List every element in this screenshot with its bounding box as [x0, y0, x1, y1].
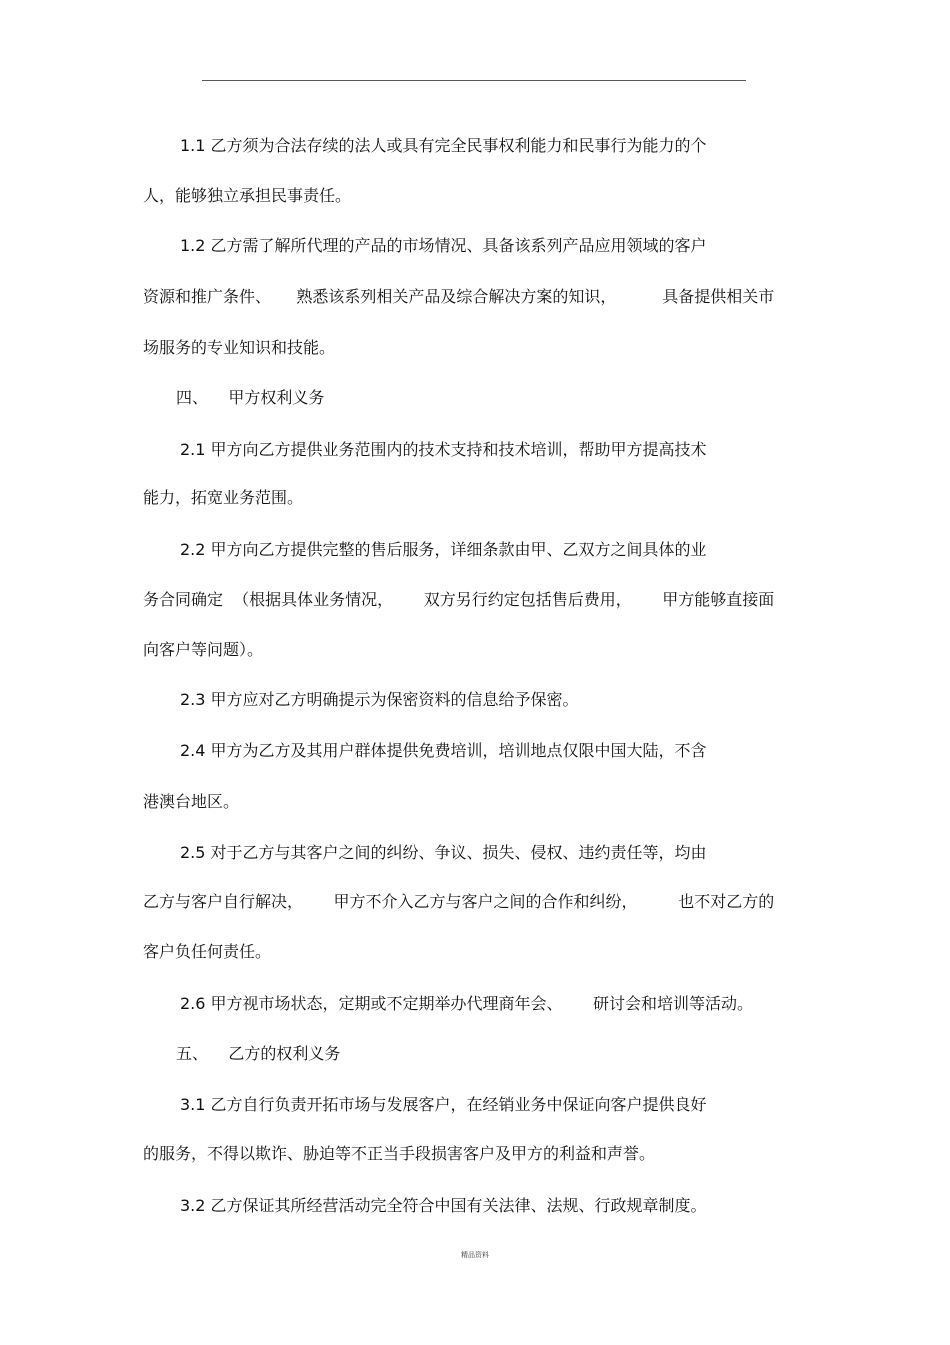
clause-2-1-line-1: 2.1 甲方向乙方提供业务范围内的技术支持和技术培训，帮助甲方提高技术	[180, 440, 707, 459]
clause-3-2-line-1: 3.2 乙方保证其所经营活动完全符合中国有关法律、法规、行政规章制度。	[180, 1196, 707, 1215]
clause-2-2-line-1: 2.2 甲方向乙方提供完整的售后服务，详细条款由甲、乙双方之间具体的业	[180, 540, 707, 559]
clause-2-3-line-1: 2.3 甲方应对乙方明确提示为保密资料的信息给予保密。	[180, 690, 579, 709]
clause-2-2-line-2: 务合同确定 （根据具体业务情况， 双方另行约定包括售后费用， 甲方能够直接面	[143, 590, 775, 609]
clause-1-2-line-3: 场服务的专业知识和技能。	[143, 338, 336, 357]
clause-2-2-line-3: 向客户等问题）。	[143, 640, 264, 659]
clause-2-4-line-1: 2.4 甲方为乙方及其用户群体提供免费培训，培训地点仅限中国大陆，不含	[180, 741, 707, 760]
clause-2-5-line-2: 乙方与客户自行解决， 甲方不介入乙方与客户之间的合作和纠纷， 也不对乙方的	[143, 892, 775, 911]
clause-2-5-line-3: 客户负任何责任。	[143, 942, 272, 961]
clause-2-4-line-2: 港澳台地区。	[143, 792, 240, 811]
footer-label: 精品资料	[461, 1251, 489, 1259]
clause-1-1-line-2: 人，能够独立承担民事责任。	[143, 186, 352, 205]
section-5-heading: 五、 乙方的权利义务	[176, 1044, 341, 1063]
clause-1-2-line-2: 资源和推广条件、 熟悉该系列相关产品及综合解决方案的知识， 具备提供相关市	[143, 287, 775, 306]
section-4-heading: 四、 甲方权利义务	[176, 388, 325, 407]
clause-2-6-line-1: 2.6 甲方视市场状态，定期或不定期举办代理商年会、 研讨会和培训等活动。	[180, 994, 754, 1013]
clause-3-1-line-1: 3.1 乙方自行负责开拓市场与发展客户，在经销业务中保证向客户提供良好	[180, 1095, 707, 1114]
header-rule	[202, 80, 746, 81]
clause-1-2-line-1: 1.2 乙方需了解所代理的产品的市场情况、具备该系列产品应用领域的客户	[180, 236, 707, 255]
clause-3-1-line-2: 的服务，不得以欺诈、胁迫等不正当手段损害客户及甲方的利益和声誉。	[143, 1144, 656, 1163]
clause-1-1-line-1: 1.1 乙方须为合法存续的法人或具有完全民事权利能力和民事行为能力的个	[180, 136, 707, 155]
clause-2-5-line-1: 2.5 对于乙方与其客户之间的纠纷、争议、损失、侵权、违约责任等，均由	[180, 843, 707, 862]
clause-2-1-line-2: 能力，拓宽业务范围。	[143, 488, 304, 507]
